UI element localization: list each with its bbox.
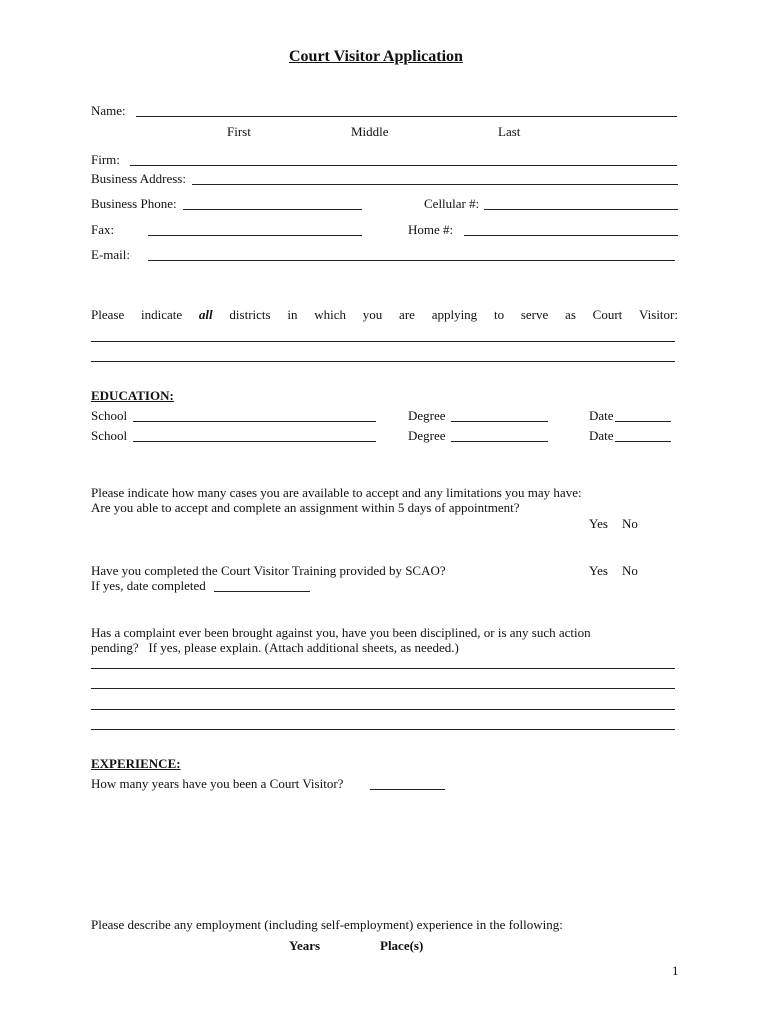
cellular-field[interactable] xyxy=(484,209,678,210)
degree-label: Degree xyxy=(408,428,446,443)
date-label: Date xyxy=(589,428,614,443)
districts-word: Visitor: xyxy=(639,307,678,322)
five-day-question: Are you able to accept and complete an assignment within 5 days of appointment? xyxy=(91,500,520,515)
complaint-answer-line[interactable] xyxy=(91,729,675,730)
business-phone-field[interactable] xyxy=(183,209,362,210)
districts-word: you xyxy=(362,307,383,322)
training-yes-option[interactable]: Yes xyxy=(589,563,608,578)
home-phone-label: Home #: xyxy=(408,222,454,237)
districts-word: districts xyxy=(229,307,271,322)
complaint-answer-line[interactable] xyxy=(91,709,675,710)
districts-word: Please xyxy=(91,307,125,322)
districts-word: which xyxy=(314,307,347,322)
fax-field[interactable] xyxy=(148,235,362,236)
page-number: 1 xyxy=(672,963,679,978)
page-title: Court Visitor Application xyxy=(289,48,463,65)
experience-heading: EXPERIENCE: xyxy=(91,756,181,771)
first-name-caption: First xyxy=(227,124,251,139)
degree-field[interactable] xyxy=(451,421,548,422)
five-day-yes-option[interactable]: Yes xyxy=(589,516,608,531)
training-no-option[interactable]: No xyxy=(622,563,638,578)
districts-word-emphasis: all xyxy=(198,307,213,322)
business-phone-label: Business Phone: xyxy=(91,196,177,211)
availability-question: Please indicate how many cases you are available to accept and any limitations you may have: xyxy=(91,485,582,500)
degree-label: Degree xyxy=(408,408,446,423)
districts-word: as xyxy=(565,307,576,322)
name-label: Name: xyxy=(91,103,126,118)
education-heading: EDUCATION: xyxy=(91,388,174,403)
training-date-field[interactable] xyxy=(214,591,310,592)
years-question: How many years have you been a Court Visitor? xyxy=(91,776,344,791)
school-field[interactable] xyxy=(133,441,376,442)
last-name-caption: Last xyxy=(498,124,521,139)
business-address-field[interactable] xyxy=(192,184,678,185)
complaint-answer-line[interactable] xyxy=(91,668,675,669)
firm-label: Firm: xyxy=(91,152,120,167)
training-question: Have you completed the Court Visitor Training provided by SCAO? xyxy=(91,563,446,578)
date-field[interactable] xyxy=(615,441,671,442)
districts-word: are xyxy=(399,307,415,322)
fax-label: Fax: xyxy=(91,222,115,237)
places-column-header: Place(s) xyxy=(380,938,424,953)
school-label: School xyxy=(91,408,128,423)
business-address-label: Business Address: xyxy=(91,171,186,186)
degree-field[interactable] xyxy=(451,441,548,442)
complaint-explain: pending? If yes, please explain. (Attach additional sheets, as needed.) xyxy=(91,640,459,655)
districts-answer-line[interactable] xyxy=(91,361,675,362)
districts-word: Court xyxy=(592,307,623,322)
years-column-header: Years xyxy=(289,938,321,953)
email-label: E-mail: xyxy=(91,247,130,262)
districts-word: to xyxy=(493,307,505,322)
five-day-no-option[interactable]: No xyxy=(622,516,638,531)
name-field[interactable] xyxy=(136,116,677,117)
home-phone-field[interactable] xyxy=(464,235,678,236)
districts-answer-line[interactable] xyxy=(91,341,675,342)
date-field[interactable] xyxy=(615,421,671,422)
employment-prompt: Please describe any employment (including self-employment) experience in the following: xyxy=(91,917,563,932)
years-field[interactable] xyxy=(370,789,445,790)
school-field[interactable] xyxy=(133,421,376,422)
complaint-answer-line[interactable] xyxy=(91,688,675,689)
cellular-label: Cellular #: xyxy=(424,196,480,211)
firm-field[interactable] xyxy=(130,165,677,166)
districts-question xyxy=(91,307,678,323)
districts-word: serve xyxy=(520,307,549,322)
complaint-question: Has a complaint ever been brought against you, have you been disciplined, or is any such action xyxy=(91,625,591,640)
districts-word: applying xyxy=(431,307,478,322)
districts-word: indicate xyxy=(140,307,183,322)
training-date-label: If yes, date completed xyxy=(91,578,206,593)
school-label: School xyxy=(91,428,128,443)
middle-name-caption: Middle xyxy=(351,124,389,139)
email-field[interactable] xyxy=(148,260,675,261)
date-label: Date xyxy=(589,408,614,423)
districts-word: in xyxy=(287,307,298,322)
